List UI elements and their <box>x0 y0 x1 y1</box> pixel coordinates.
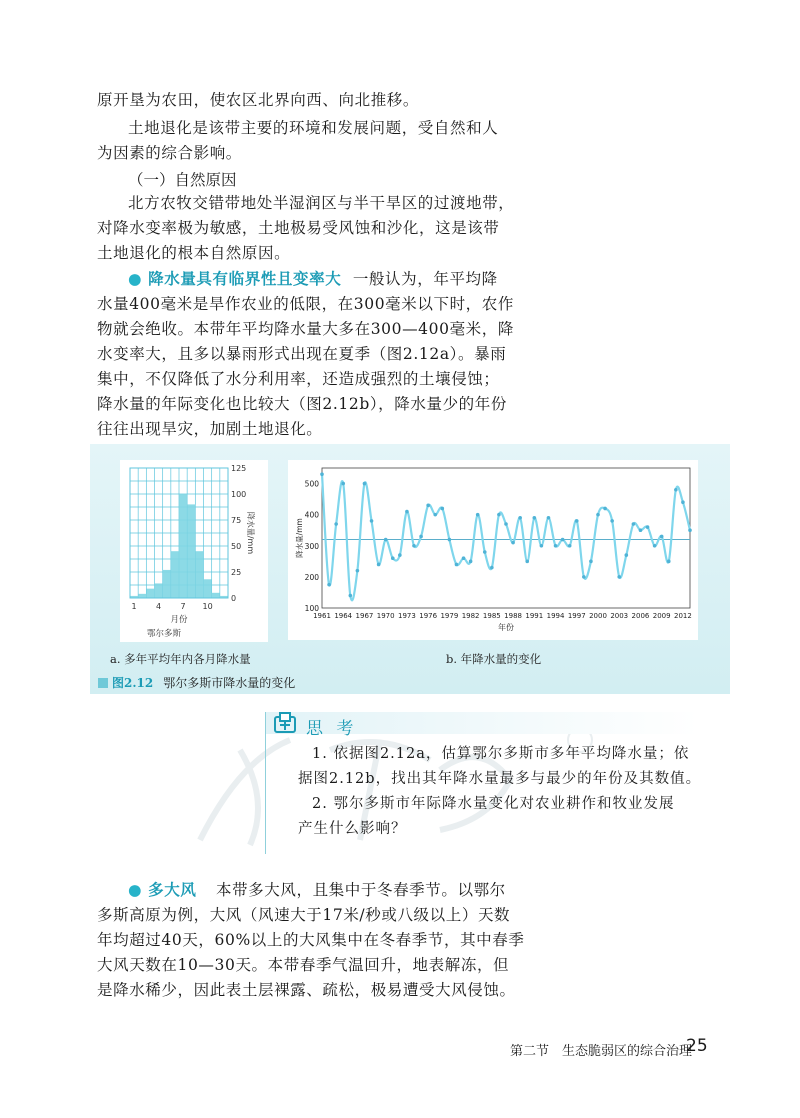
data-point <box>667 560 671 564</box>
y-tick-label: 100 <box>304 604 319 613</box>
text-run: 本带多大风，且集中于冬春季节。以鄂尔 <box>215 881 506 899</box>
data-point <box>653 544 657 548</box>
data-point <box>426 504 430 508</box>
text-line <box>97 877 697 903</box>
data-point <box>412 544 416 548</box>
data-point <box>610 519 614 523</box>
monthly-precipitation-chart <box>120 460 268 642</box>
data-point <box>504 522 508 526</box>
question-line: 产生什么影响？ <box>298 821 407 837</box>
y-tick-label: 125 <box>231 464 247 473</box>
data-point <box>646 525 650 529</box>
x-tick-label: 4 <box>156 602 162 611</box>
text-line: 水变率大，且多以暴雨形式出现在夏季（图2.12a）。暴雨 <box>97 345 507 363</box>
chart-a-panel <box>120 460 268 642</box>
text-line: 大风天数在10—30天。本带春季气温回升，地表解冻，但 <box>97 956 510 974</box>
think-title: 思 考 <box>306 719 358 739</box>
data-point <box>334 522 338 526</box>
data-point <box>639 528 643 532</box>
data-point <box>518 516 522 520</box>
data-point <box>511 541 515 545</box>
paragraph-5 <box>97 877 697 1003</box>
y-tick-label: 400 <box>304 510 319 520</box>
y-axis-label: 降水量/mm <box>246 511 255 555</box>
x-tick-label: 1994 <box>546 612 565 620</box>
x-tick-label: 10 <box>202 602 213 611</box>
data-point <box>617 575 621 579</box>
data-point <box>525 560 529 564</box>
y-tick-label: 25 <box>231 568 242 577</box>
bar <box>163 570 171 598</box>
bullet-icon: ● <box>128 269 143 288</box>
bar <box>212 593 220 598</box>
question-line: 据图2.12b，找出其年降水量最多与最少的年份及其数值。 <box>298 771 702 787</box>
y-tick-label: 200 <box>304 572 319 582</box>
x-tick-label: 1964 <box>334 612 353 620</box>
station-label: 鄂尔多斯 <box>146 629 182 639</box>
bar <box>146 589 154 598</box>
data-point <box>660 535 664 539</box>
data-point <box>377 563 381 567</box>
text-line: 土地退化是该带主要的环境和发展问题，受自然和人 <box>128 119 499 137</box>
data-point <box>625 553 629 557</box>
data-point <box>363 482 367 486</box>
bar <box>179 494 187 598</box>
text-line: 降水量的年际变化也比较大（图2.12b），降水量少的年份 <box>97 395 507 413</box>
y-tick-label: 100 <box>231 490 247 499</box>
text-line: 物就会绝收。本带年平均降水量大多在300—400毫米，降 <box>97 320 514 338</box>
keyword: 降水量具有临界性且变率大 <box>148 269 342 288</box>
x-tick-label: 1988 <box>504 612 522 620</box>
think-box <box>265 712 702 854</box>
data-point <box>455 563 459 567</box>
data-point <box>398 553 402 557</box>
annual-precipitation-chart <box>288 460 698 640</box>
text-line: 多斯高原为例，大风（风速大于17米/秒或八级以上）天数 <box>97 906 511 924</box>
x-tick-label: 1997 <box>567 612 586 620</box>
data-point <box>547 516 551 520</box>
question-line: 2. 鄂尔多斯市年际降水量变化对农业耕作和牧业发展 <box>312 796 675 812</box>
x-tick-label: 1973 <box>398 612 416 620</box>
x-tick-label: 1 <box>131 602 137 611</box>
figure-marker-icon <box>98 678 108 688</box>
data-point <box>441 507 445 511</box>
y-tick-label: 0 <box>231 594 237 603</box>
section-heading: （一）自然原因 <box>128 171 237 189</box>
data-point <box>540 544 544 548</box>
figure-title <box>98 674 295 691</box>
data-point <box>483 550 487 554</box>
x-tick-label: 1985 <box>482 612 501 620</box>
data-point <box>674 488 678 492</box>
data-point <box>433 513 437 517</box>
data-point <box>419 535 423 539</box>
x-tick-label: 1982 <box>461 612 480 620</box>
x-tick-label: 7 <box>180 602 186 611</box>
bar <box>171 551 179 598</box>
text-line: 对降水变率极为敏感，土地极易受风蚀和沙化，这是该带 <box>97 219 500 237</box>
text-line: 原开垦为农田，使农区北界向西、向北推移。 <box>97 91 420 109</box>
series-line <box>322 474 690 600</box>
data-point <box>320 472 324 476</box>
x-tick-label: 1976 <box>419 612 438 620</box>
data-point <box>603 507 607 511</box>
paragraph-2 <box>97 116 697 166</box>
text-line: 年均超过40天，60%以上的大风集中在冬春季节，其中春季 <box>97 931 525 949</box>
data-point <box>589 560 593 564</box>
text-line: 为因素的综合影响。 <box>97 144 242 162</box>
paragraph-4 <box>97 266 697 442</box>
x-tick-label: 1991 <box>525 612 544 620</box>
caption-b: b. 年降水量的变化 <box>446 652 542 666</box>
data-point <box>384 538 388 542</box>
y-axis-label: 降水量/mm <box>295 518 304 558</box>
data-point <box>596 513 600 517</box>
data-point <box>462 556 466 560</box>
text-line: 是降水稀少，因此表土层裸露、疏松，极易遭受大风侵蚀。 <box>97 981 516 999</box>
figure-title-text: 鄂尔多斯市降水量的变化 <box>163 676 296 690</box>
x-tick-label: 2009 <box>652 612 671 620</box>
question-line: 1. 依据图2.12a，估算鄂尔多斯市多年平均降水量；依 <box>312 746 690 762</box>
x-tick-label: 2006 <box>631 612 650 620</box>
data-point <box>568 544 572 548</box>
x-tick-label: 1979 <box>440 612 459 620</box>
data-point <box>490 566 494 570</box>
data-point <box>327 583 331 587</box>
footer-section: 第二节 生态脆弱区的综合治理 <box>510 1044 693 1059</box>
text-line <box>97 266 697 292</box>
data-point <box>469 560 473 564</box>
x-axis-label: 月份 <box>170 615 188 625</box>
keyword: 多大风 <box>148 880 197 899</box>
x-tick-label: 2003 <box>610 612 629 620</box>
text-run: 一般认为，年平均降 <box>352 270 498 288</box>
data-point <box>370 519 374 523</box>
data-point <box>561 538 565 542</box>
chart-b-panel <box>288 460 698 640</box>
figure-number: 图2.12 <box>112 676 154 690</box>
data-point <box>341 482 345 486</box>
y-tick-label: 500 <box>304 479 319 489</box>
data-point <box>533 516 537 520</box>
text-line: 集中，不仅降低了水分利用率，还造成强烈的土壤侵蚀； <box>97 370 500 388</box>
y-tick-label: 300 <box>304 541 319 551</box>
data-point <box>349 594 353 598</box>
think-icon <box>272 712 298 736</box>
data-point <box>405 510 409 514</box>
bar <box>204 579 212 598</box>
page-number: 25 <box>686 1036 708 1056</box>
data-point <box>681 500 685 504</box>
bullet-icon: ● <box>128 880 143 899</box>
data-point <box>554 544 558 548</box>
x-axis-label: 年份 <box>498 623 514 632</box>
bar <box>155 583 163 598</box>
text-line: 水量400毫米是旱作农业的低限，在300毫米以下时，农作 <box>97 295 514 313</box>
x-tick-label: 2012 <box>674 612 692 620</box>
data-point <box>582 575 586 579</box>
x-tick-label: 1967 <box>355 612 374 620</box>
data-point <box>497 513 501 517</box>
x-tick-label: 2000 <box>589 612 607 620</box>
bar <box>195 551 203 598</box>
think-questions <box>298 742 702 842</box>
data-point <box>356 569 360 573</box>
data-point <box>476 513 480 517</box>
bar <box>138 594 146 598</box>
paragraph-3 <box>97 191 697 266</box>
data-point <box>688 528 692 532</box>
bar <box>187 504 195 598</box>
text-line: 北方农牧交错带地处半湿润区与半干旱区的过渡地带， <box>128 194 515 212</box>
text-line: 土地退化的根本自然原因。 <box>97 244 291 262</box>
y-tick-label: 50 <box>231 542 242 551</box>
x-tick-label: 1970 <box>376 612 395 620</box>
caption-a: a. 多年平均年内各月降水量 <box>110 652 251 666</box>
paragraph-1 <box>97 88 697 113</box>
plot-frame <box>322 468 690 608</box>
x-tick-label: 1961 <box>313 612 331 620</box>
y-tick-label: 75 <box>231 516 242 525</box>
data-point <box>448 538 452 542</box>
data-point <box>632 522 636 526</box>
text-line: 往往出现旱灾，加剧土地退化。 <box>97 420 323 438</box>
data-point <box>391 556 395 560</box>
data-point <box>575 519 579 523</box>
